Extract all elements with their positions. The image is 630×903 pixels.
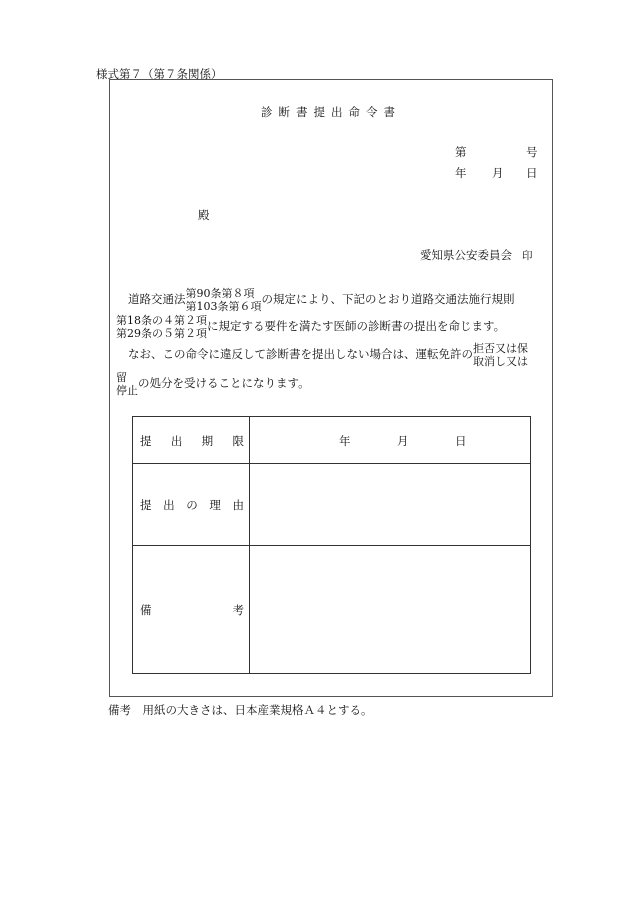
table-row-divider xyxy=(133,463,530,464)
table-row-divider xyxy=(133,545,530,546)
paragraph-1-line-1 xyxy=(128,287,515,313)
deadline-day: 日 xyxy=(455,434,467,448)
stack-line: 拒否又は保 xyxy=(473,342,528,355)
details-table xyxy=(132,416,531,674)
paragraph-2-lead: なお、この命令に違反して診断書を提出しない場合は、運転免許の xyxy=(128,347,473,361)
document-title: 診断書提出命令書 xyxy=(261,105,401,119)
addressee-suffix: 殿 xyxy=(198,208,210,222)
paragraph-1-tail: に規定する要件を満たす医師の診断書の提出を命じます。 xyxy=(207,319,506,333)
deadline-label: 提出期限 xyxy=(140,434,244,448)
paragraph-1-middle: の規定により、下記のとおり道路交通法施行規則 xyxy=(261,292,515,306)
paragraph-1-lead: 道路交通法 xyxy=(128,292,186,306)
disposition-stack xyxy=(473,342,528,368)
date-year: 年 xyxy=(455,166,467,180)
paragraph-2-line-1 xyxy=(128,342,528,368)
footnote: 備考 用紙の大きさは、日本産業規格Ａ４とする。 xyxy=(108,703,373,717)
form-number-label: 様式第７（第７条関係） xyxy=(96,67,223,81)
deadline-year: 年 xyxy=(339,434,351,448)
paragraph-1-line-2 xyxy=(116,314,505,340)
law-article-stack xyxy=(186,287,262,313)
deadline-month: 月 xyxy=(397,434,409,448)
issuer-line xyxy=(420,247,533,263)
issuer-name: 愛知県公安委員会 xyxy=(420,248,512,262)
date-day: 日 xyxy=(526,166,538,180)
stack-line: 停止 xyxy=(116,384,138,397)
stack-line: 第90条第８項 xyxy=(185,287,255,300)
date-month: 月 xyxy=(492,166,504,180)
paragraph-2-tail: の処分を受けることになります。 xyxy=(138,376,310,390)
number-prefix: 第 xyxy=(455,145,467,159)
stack-line: 第29条の５第２項 xyxy=(116,327,207,340)
number-suffix: 号 xyxy=(526,145,538,159)
suspension-stack xyxy=(116,371,138,397)
regulation-article-stack xyxy=(116,314,207,340)
remarks-label: 備考 xyxy=(140,603,244,617)
reason-label: 提出の理由 xyxy=(140,498,244,512)
document-frame xyxy=(109,79,553,697)
stack-line: 留 xyxy=(116,371,127,384)
seal-mark: 印 xyxy=(522,250,533,262)
stack-line: 第103条第６項 xyxy=(185,300,262,313)
stack-line: 取消し又は xyxy=(473,355,528,368)
stack-line: 第18条の４第２項 xyxy=(116,314,207,327)
paragraph-2-line-2 xyxy=(116,371,310,397)
